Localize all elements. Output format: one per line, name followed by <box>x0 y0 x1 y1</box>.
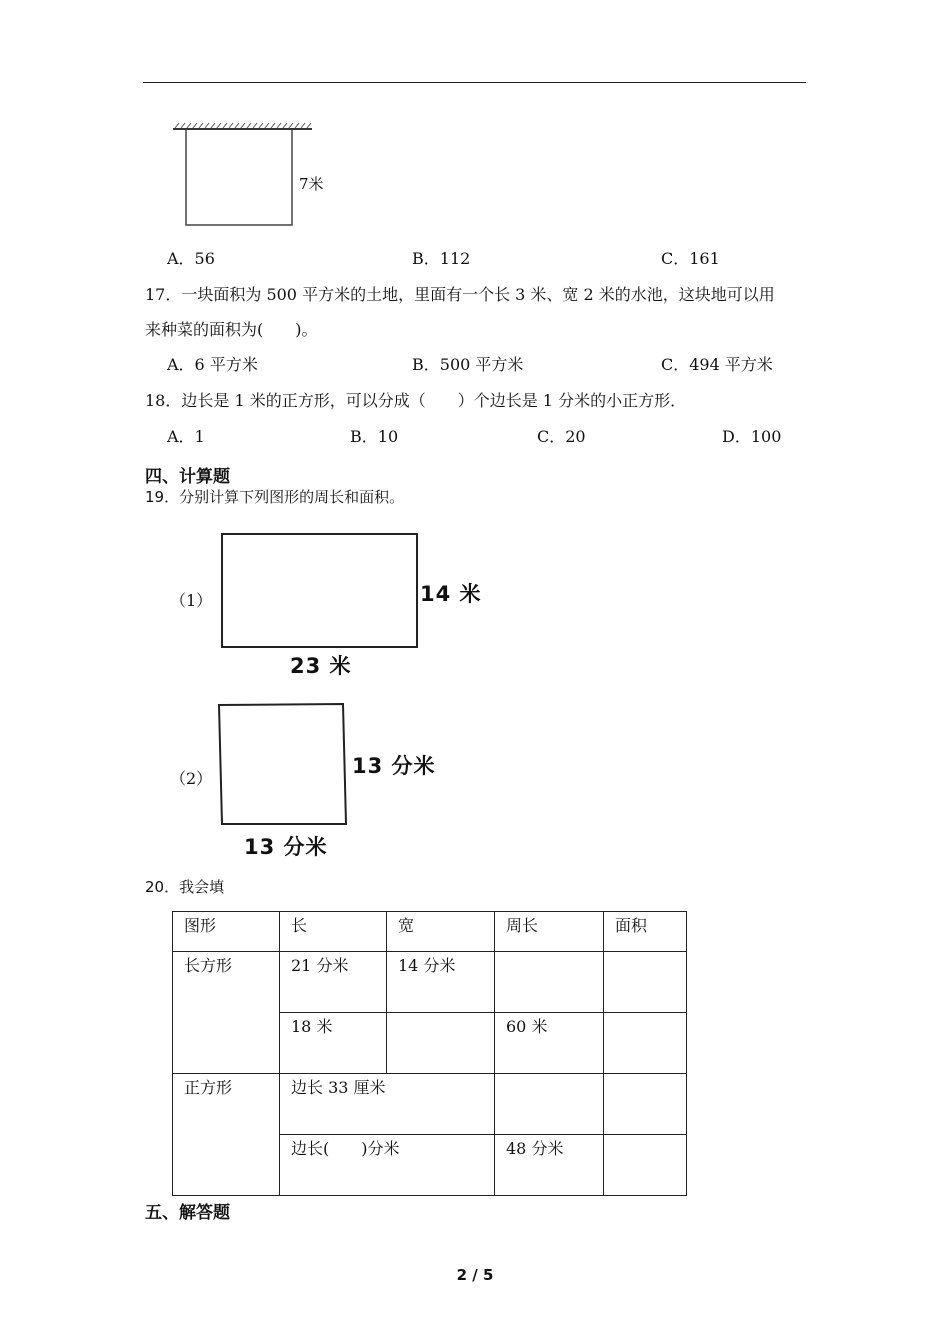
q20-fill-table <box>172 911 687 1196</box>
rect-row1-length: 21 分米 <box>280 952 387 1013</box>
rect-row1-area-blank[interactable] <box>604 952 687 1013</box>
q17-text-line2: 来种菜的面积为( )。 <box>145 320 318 339</box>
q18-text: 18．边长是 1 米的正方形，可以分成（ ）个边长是 1 分米的小正方形． <box>145 391 687 410</box>
rect-row1-perimeter-blank[interactable] <box>495 952 604 1013</box>
rect-row2-area-blank[interactable] <box>604 1013 687 1074</box>
header-width: 宽 <box>387 912 495 952</box>
q18-option-c[interactable]: C．20 <box>537 427 586 446</box>
q16-side-label: 7米 <box>299 175 324 193</box>
table-row <box>173 952 687 1013</box>
square-label-cell: 正方形 <box>173 1074 280 1196</box>
q19-fig1-label: （1） <box>170 591 213 610</box>
q17-option-b[interactable]: B．500 平方米 <box>412 355 524 374</box>
q19-square-figure <box>217 702 349 826</box>
header-perimeter: 周长 <box>495 912 604 952</box>
q19-fig2-bottom-label: 13 分米 <box>244 835 328 859</box>
rect-row2-length: 18 米 <box>280 1013 387 1074</box>
q17-option-a[interactable]: A．6 平方米 <box>167 355 258 374</box>
square-row1-area-blank[interactable] <box>604 1074 687 1135</box>
q19-fig2-side-label: 13 分米 <box>352 754 436 778</box>
section5-title: 五、解答题 <box>145 1203 230 1223</box>
rect-row2-perimeter: 60 米 <box>495 1013 604 1074</box>
square-row1-side: 边长 33 厘米 <box>280 1074 495 1135</box>
rect-row1-width: 14 分米 <box>387 952 495 1013</box>
square-row2-area-blank[interactable] <box>604 1135 687 1196</box>
header-length: 长 <box>280 912 387 952</box>
section4-title: 四、计算题 <box>145 467 230 487</box>
square-row1-perimeter-blank[interactable] <box>495 1074 604 1135</box>
table-row <box>173 1074 687 1135</box>
page-number: 2 / 5 <box>456 1266 494 1284</box>
rect-row2-width-blank[interactable] <box>387 1013 495 1074</box>
q16-option-b[interactable]: B．112 <box>412 249 471 268</box>
header-rule <box>143 82 806 83</box>
q18-option-a[interactable]: A．1 <box>167 427 205 446</box>
q16-option-c[interactable]: C．161 <box>661 249 720 268</box>
q17-text-line1: 17．一块面积为 500 平方米的土地，里面有一个长 3 米、宽 2 米的水池，这块地可以用 <box>145 285 775 304</box>
q19-text: 19．分别计算下列图形的周长和面积。 <box>145 488 405 506</box>
square-row2-side[interactable]: 边长( )分米 <box>280 1135 495 1196</box>
q19-rectangle-figure <box>220 532 420 650</box>
q19-fig1-side-label: 14 米 <box>420 582 482 606</box>
q19-fig1-bottom-label: 23 米 <box>290 654 352 678</box>
table-header-row <box>173 912 687 952</box>
q18-option-d[interactable]: D．100 <box>722 427 782 446</box>
q16-option-a[interactable]: A．56 <box>167 249 215 268</box>
rect-label-cell: 长方形 <box>173 952 280 1074</box>
q18-option-b[interactable]: B．10 <box>350 427 399 446</box>
q20-text: 20．我会填 <box>145 878 225 896</box>
q17-option-c[interactable]: C．494 平方米 <box>661 355 773 374</box>
square-row2-perimeter: 48 分米 <box>495 1135 604 1196</box>
header-area: 面积 <box>604 912 687 952</box>
q19-fig2-label: （2） <box>170 769 213 788</box>
header-shape: 图形 <box>173 912 280 952</box>
